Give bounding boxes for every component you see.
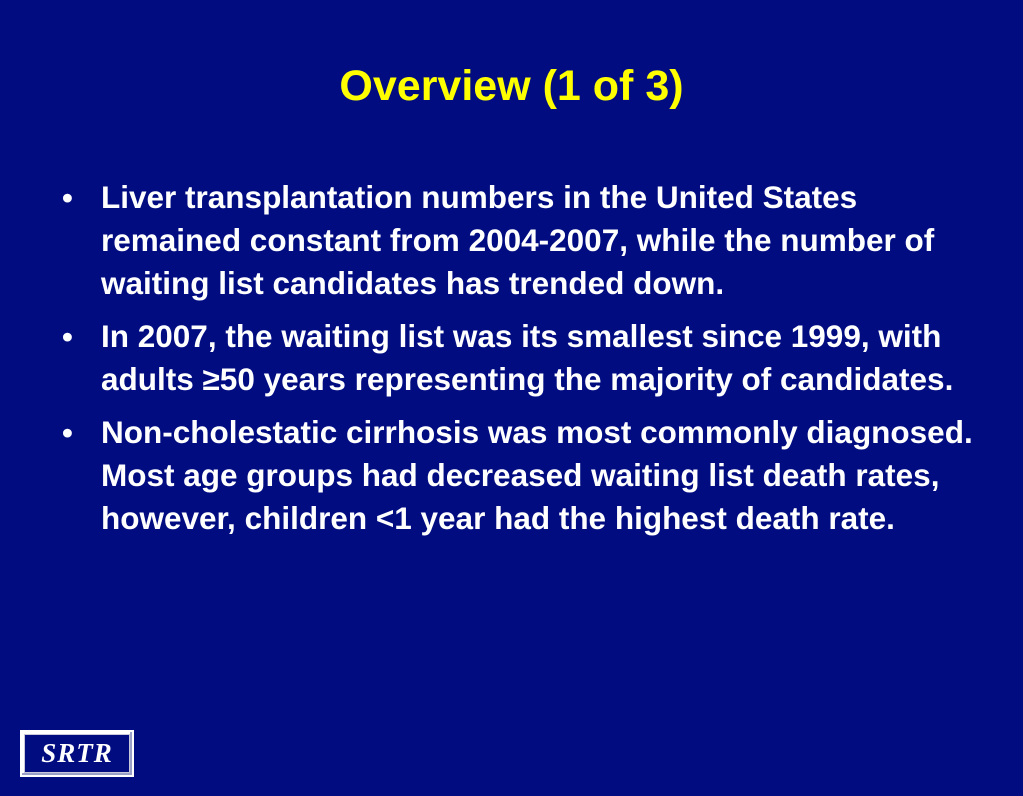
bullet-text: Liver transplantation numbers in the United States remained constant from 2004-2007, while the number of waiting list candidates has trended down. (101, 179, 935, 301)
bullet-item (58, 315, 978, 401)
bullet-item (58, 176, 978, 305)
slide-title: Overview (1 of 3) (339, 62, 684, 110)
bullet-list (58, 176, 978, 550)
bullet-item (58, 411, 978, 540)
bullet-text: In 2007, the waiting list was its smallest since 1999, with adults ≥50 years representing the majority of candidates. (101, 318, 954, 397)
srtr-logo (20, 730, 134, 777)
srtr-logo-text: SRTR (41, 738, 113, 768)
bullet-text: Non-cholestatic cirrhosis was most commonly diagnosed. Most age groups had decreased waiting list death rates, however, children <1 year had the highest death rate. (101, 414, 973, 536)
bullet-marker: • (62, 415, 73, 450)
srtr-logo-frame (24, 734, 130, 773)
bullet-marker: • (62, 180, 73, 215)
bullet-marker: • (62, 319, 73, 354)
